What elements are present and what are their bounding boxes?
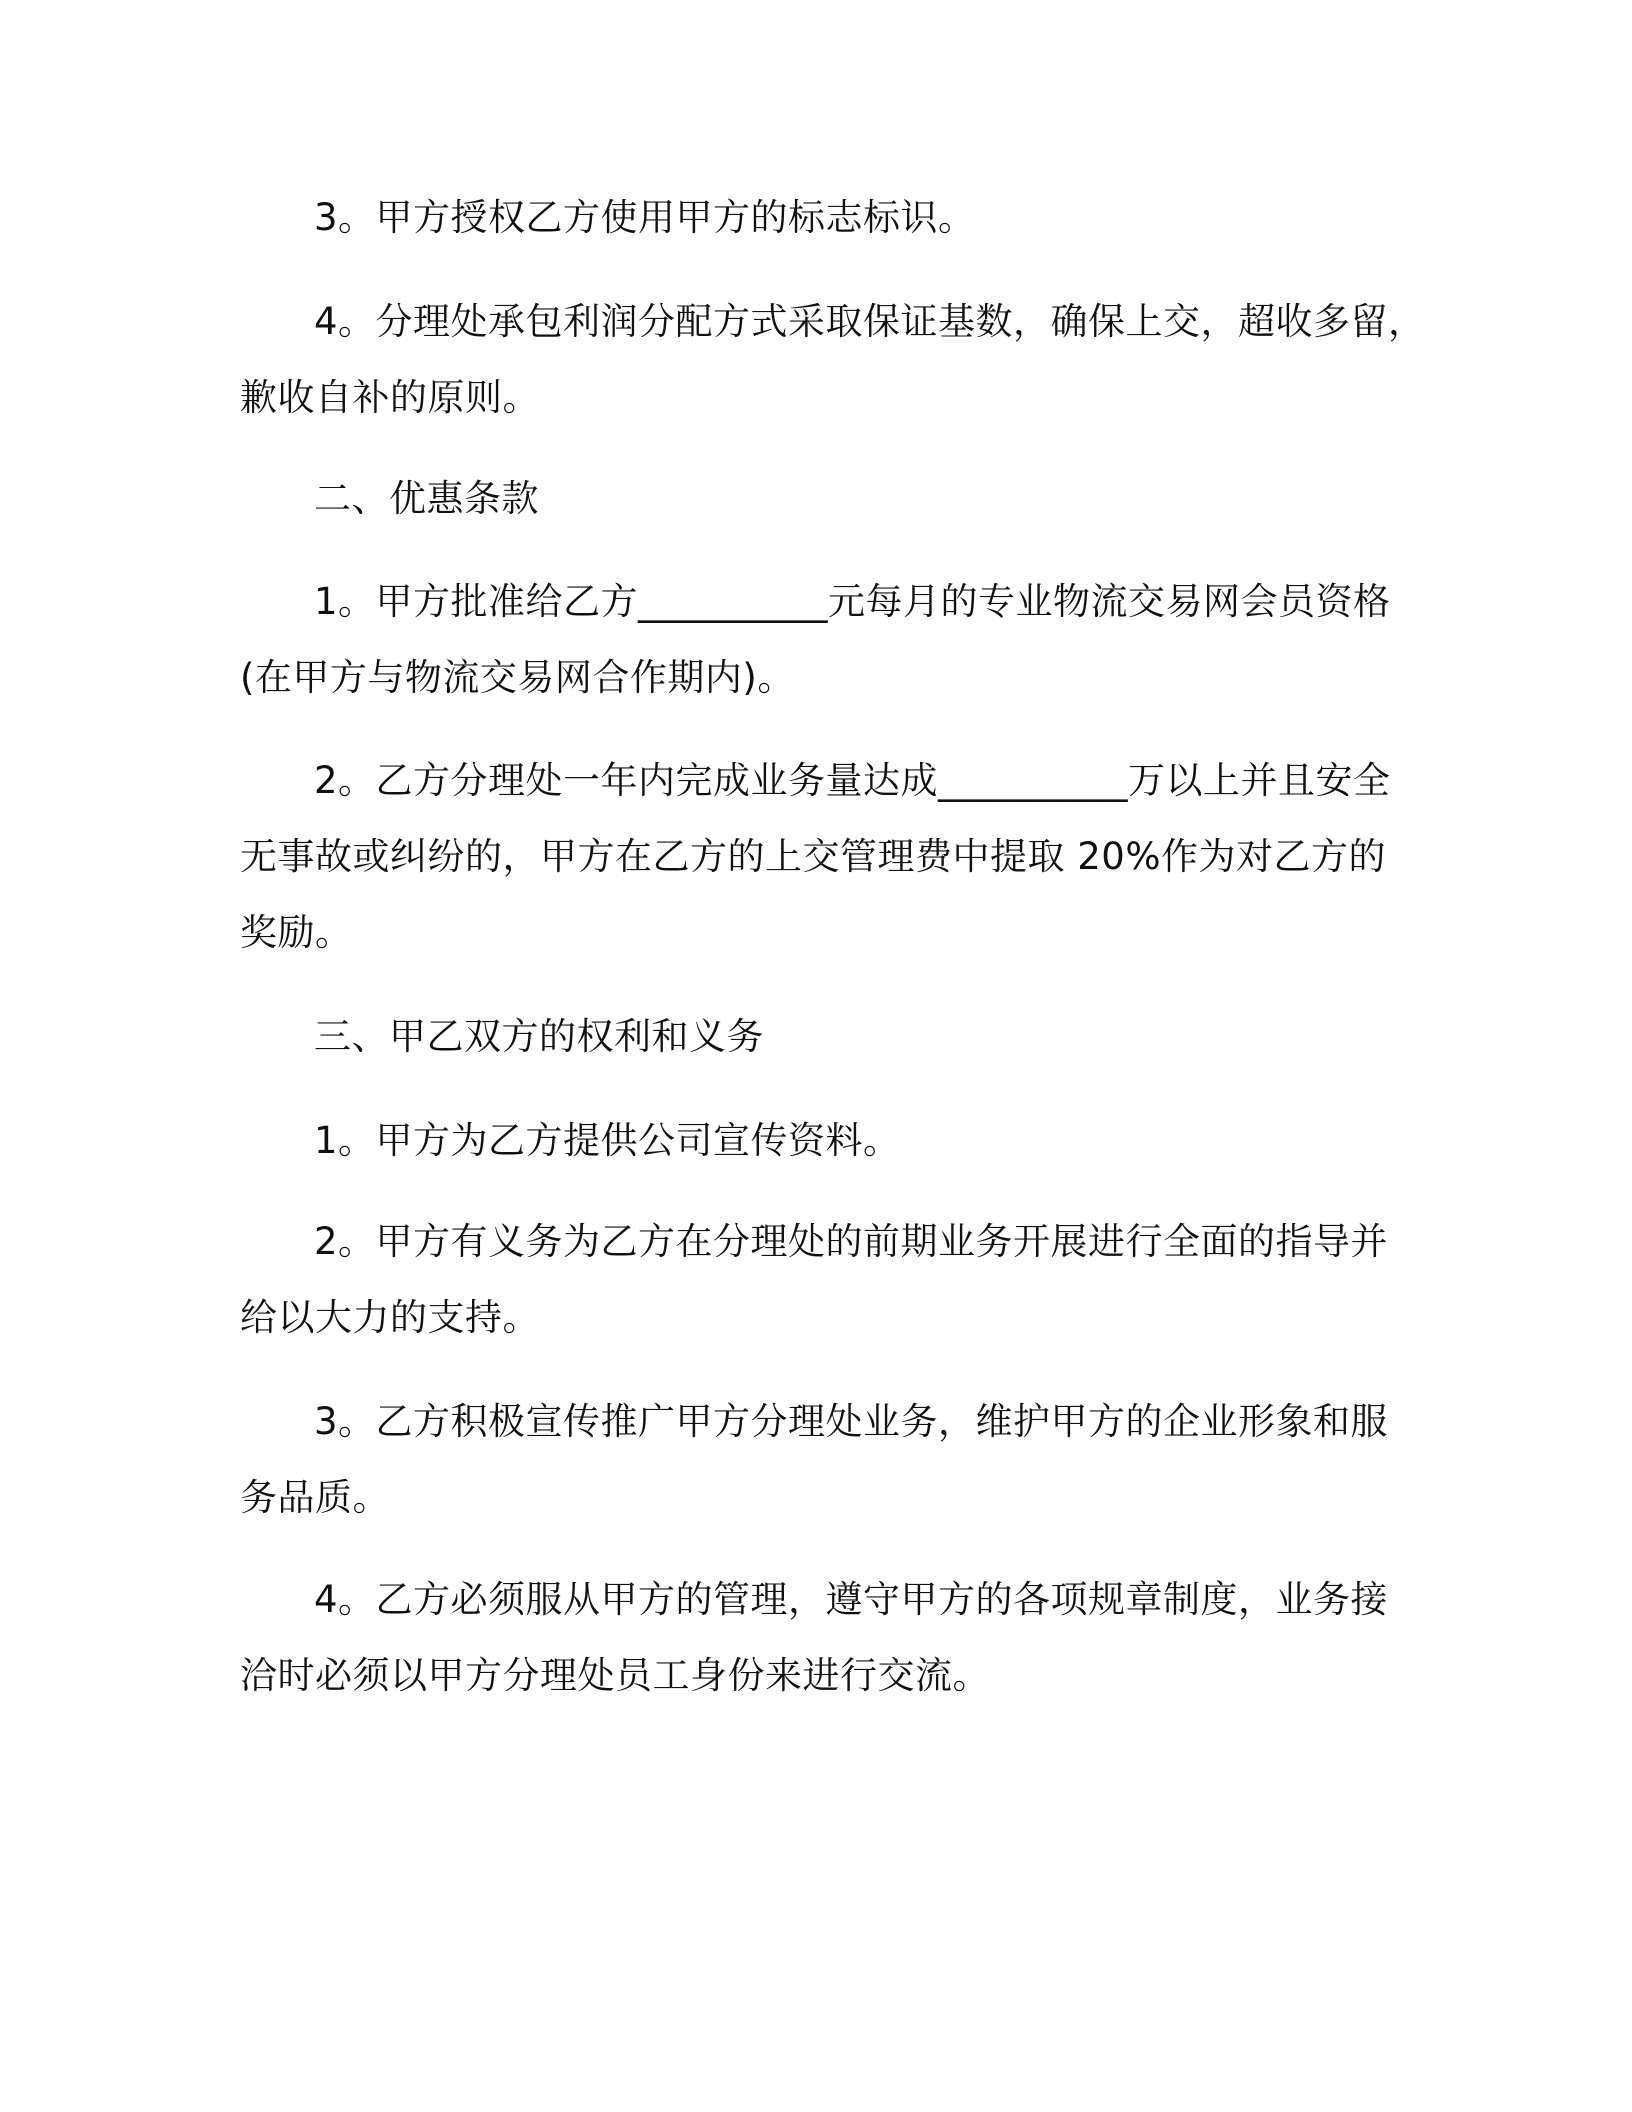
clause-line: 4。乙方必须服从甲方的管理，遵守甲方的各项规章制度，业务接: [314, 1578, 1389, 1621]
clause-line: 2。乙方分理处一年内完成业务量达成__________万以上并且安全: [314, 759, 1391, 802]
clause-line-continued: 无事故或纠纷的，甲方在乙方的上交管理费中提取 20%作为对乙方的: [240, 835, 1386, 878]
clause-line-continued: 务品质。: [240, 1476, 390, 1519]
clause-line-continued: 洽时必须以甲方分理处员工身份来进行交流。: [240, 1654, 990, 1697]
clause-line-continued: 给以大力的支持。: [240, 1296, 540, 1339]
clause-line: 3。乙方积极宣传推广甲方分理处业务，维护甲方的企业形象和服: [314, 1400, 1389, 1443]
clause-line: 1。甲方批准给乙方__________元每月的专业物流交易网会员资格: [314, 580, 1391, 623]
section-heading: 三、甲乙双方的权利和义务: [314, 1015, 764, 1058]
clause-line-continued: (在甲方与物流交易网合作期内)。: [240, 656, 795, 699]
clause-line: 1。甲方为乙方提供公司宣传资料。: [314, 1119, 901, 1162]
clause-line-continued: 歉收自补的原则。: [240, 376, 540, 419]
clause-line-continued: 奖励。: [240, 911, 353, 954]
section-heading: 二、优惠条款: [314, 477, 539, 520]
clause-line: 2。甲方有义务为乙方在分理处的前期业务开展进行全面的指导并: [314, 1220, 1389, 1263]
clause-line: 4。分理处承包利润分配方式采取保证基数，确保上交，超收多留，: [314, 300, 1426, 343]
clause-line: 3。甲方授权乙方使用甲方的标志标识。: [314, 196, 976, 239]
